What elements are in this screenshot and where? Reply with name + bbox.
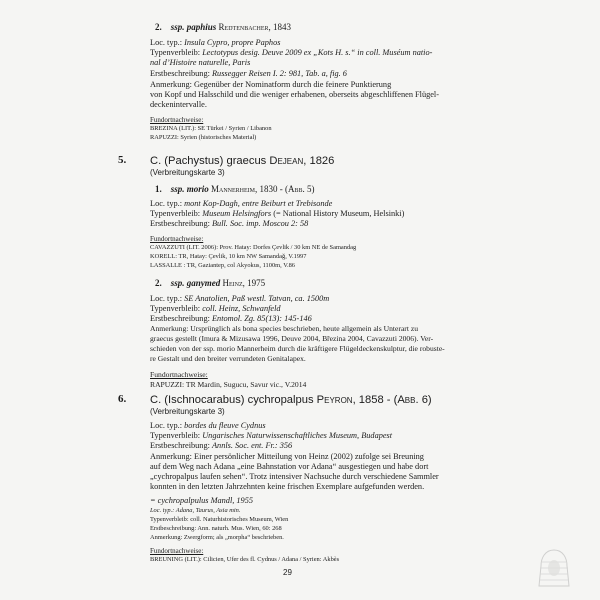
entry-heading [155,184,315,194]
type-repository: Typenverbleib: Ungarisches Naturwissenschaftliches Museum, Budapest [150,431,393,440]
record-line: LASSALLE : TR, Gaziantep, col Akyokus, 1100m, V.86 [150,262,295,269]
type-locality: Loc. typ.: Insula Cypro, propre Paphos [150,38,281,47]
remark-line: Anmerkung: Gegenüber der Nominatform durch die feinere Punktierung [150,80,392,89]
entry-heading [155,22,291,32]
records-label: Fundortnachweise: [150,370,208,379]
synonym-remark: Anmerkung: Zwergform; als „morpha“ beschrieben. [150,534,284,541]
type-repository: Typenverbleib: Museum Helsingfors (= National History Museum, Helsinki) [150,209,405,218]
synonym-heading: = cychropalpulus Mandl, 1955 [150,496,253,505]
type-repository: Typenverbleib: coll. Heinz, Schwanfeld [150,304,281,313]
distribution-map-ref: (Verbreitungskarte 3) [150,168,225,177]
record-line: CAVAZZUTI (LIT. 2006): Prov. Hatay: Dorfes Çevlik / 30 km NE de Samandag [150,244,357,251]
first-description: Erstbeschreibung: Bull. Soc. imp. Moscou 2: 58 [150,219,309,228]
records-label: Fundortnachweise: [150,235,204,243]
entry-heading [155,278,265,288]
type-locality: Loc. typ.: bordes du fleuve Cydnus [150,421,266,430]
first-description: Erstbeschreibung: Russegger Reisen I. 2: 981, Tab. a, fig. 6 [150,69,347,78]
remark-line: Anmerkung: Ursprünglich als bona species beschrieben, heute allgemein als Unterart zu [150,324,419,333]
type-repository-cont: nal d’Histoire naturelle, Paris [150,58,251,67]
subspecies-name: ssp. ganymed [170,278,221,288]
species-number: 6. [118,393,127,405]
type-locality: Loc. typ.: mont Kop-Dagh, entre Beiburt et Trebisonde [150,199,333,208]
record-line: RAPUZZI: Syrien (historisches Material) [150,134,257,141]
subspecies-author: Heinz, 1975 [222,278,266,288]
synonym-type-repository: Typenverbleib: coll. Naturhistorisches Museum, Wien [150,516,289,523]
record-line: RAPUZZI: TR Mardin, Sugucu, Savur vic., V.2014 [150,380,307,389]
subspecies-name: ssp. paphius [170,22,217,32]
species-number: 5. [118,154,127,166]
remark-line: schieden von der ssp. morio Mannerheim durch die kräftigere Flügeldeckenskulptur, die robuste- [150,344,445,353]
distribution-map-ref: (Verbreitungskarte 3) [150,407,225,416]
species-title: C. (Pachystus) graecus Dejean, 1826 [150,155,335,167]
synonym-type-locality: Loc. typ.: Adana, Taurus, Asia min. [150,507,241,514]
remark-line: auf dem Weg nach Adana „eine Bahnstation vor Adana“ ausgestiegen und habe dort [150,462,429,471]
type-repository: Typenverbleib: Lectotypus desig. Deuve 2009 ex „Kots H. s.“ in coll. Muséum natio- [150,48,433,57]
page-number: 29 [283,568,292,577]
sphinx-head-icon [537,548,571,588]
remark-line: konnten in den letzten Jahrzehnten keine frischen Exemplare aufgefunden werden. [150,482,425,491]
remark-line: Anmerkung: Einer persönlicher Mitteilung von Heinz (2002) zufolge sei Breuning [150,452,424,461]
record-line: BREUNING (LIT.): Cilicien, Ufer des fl. Cydnus / Adana / Syrien: Akbès [150,556,340,563]
first-description: Erstbeschreibung: Annls. Soc. ent. Fr.: 356 [150,441,293,450]
type-locality: Loc. typ.: SE Anatolien, Paß westl. Tatvan, ca. 1500m [150,294,330,303]
remark-line: re Gestalt und den breiter verrundeten Genitalapex. [150,354,306,363]
entry-number: 2. [155,278,162,288]
remark-line: „cychropalpus laufen sehen“. Trotz intensiver Nachsuche durch verschiedene Sammler [150,472,439,481]
records-label: Fundortnachweise: [150,116,204,124]
remark-line: von Kopf und Halsschild und die weniger erhabenen, oberseits abgeschliffenen Flügel- [150,90,440,99]
record-line: KORELL: TR, Hatay: Çevlik, 10 km NW Samandağ, V.1997 [150,253,307,260]
remark-line: deckenintervalle. [150,100,207,109]
subspecies-name: ssp. morio [170,184,209,194]
subspecies-author: Mannerheim, 1830 - (Abb. 5) [211,184,315,194]
first-description: Erstbeschreibung: Entomol. Zg. 85(13): 145-146 [150,314,312,323]
records-label: Fundortnachweise: [150,547,204,555]
subspecies-author: Redtenbacher, 1843 [218,22,292,32]
record-line: BREZINA (LIT.): SE Türkei / Syrien / Libanon [150,125,272,132]
entry-number: 1. [155,184,162,194]
synonym-first-description: Erstbeschreibung: Ann. naturh. Mus. Wien, 60: 268 [150,525,282,532]
remark-line: graecus gestellt (Imura & Mizusawa 1996, Deuve 2004, Březina 2004, Cavazzuti 2006). Ver- [150,334,434,343]
entry-number: 2. [155,22,162,32]
species-title: C. (Ischnocarabus) cychropalpus Peyron, 1858 - (Abb. 6) [150,394,432,406]
